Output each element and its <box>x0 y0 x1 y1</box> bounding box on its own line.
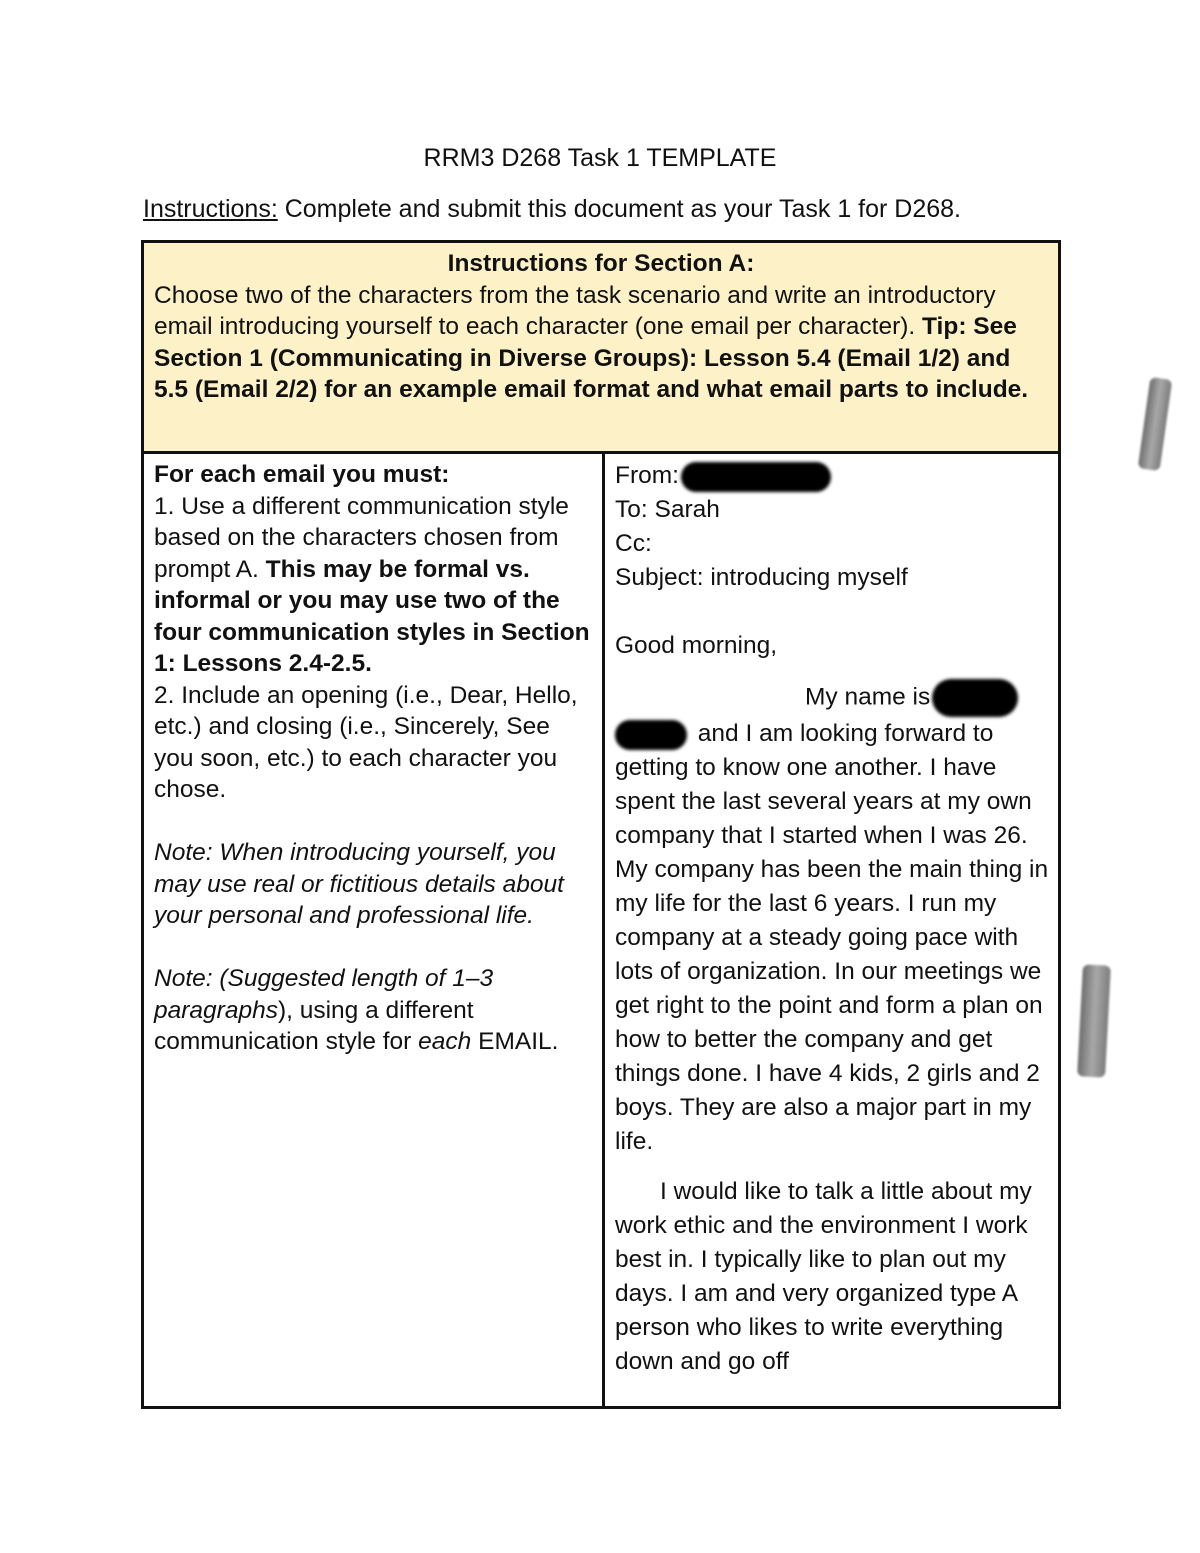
email-paragraph-1 <box>615 717 1055 1159</box>
note-length-prefix: Note: ( <box>154 965 228 992</box>
instructions-line <box>143 194 961 224</box>
instructions-text: Complete and submit this document as your Task 1 for D268. <box>277 195 961 223</box>
email-paragraph-2: I would like to talk a little about my work ethic and the environment I work best in. I typically like to plan out my days. I am and very organized type A person who likes to write everything down and go off <box>615 1178 1032 1375</box>
note-length-suggested: Suggested length of 1–3 paragraphs <box>154 965 494 1024</box>
scanner-smudge-mark <box>1077 964 1111 1077</box>
email-subject-line: Subject: introducing myself <box>615 564 908 591</box>
section-a-body <box>154 280 1048 406</box>
scanner-smudge-mark <box>1138 377 1173 471</box>
document-title: RRM3 D268 Task 1 TEMPLATE <box>423 144 777 172</box>
requirement-item-1-text: 1. Use a different communication style based on the characters chosen from prompt A. <box>154 492 569 583</box>
requirement-item-2: 2. Include an opening (i.e., Dear, Hello, etc.) and closing (i.e., Sincerely, See you soon, etc.) to each character you chose. <box>154 681 578 803</box>
email-greeting: Good morning, <box>615 632 778 659</box>
email-name-intro: My name is <box>805 683 931 711</box>
redacted-last-name <box>615 720 687 750</box>
note-length <box>154 963 594 1058</box>
requirement-item-1 <box>154 491 594 680</box>
requirements-column <box>154 459 594 1058</box>
email-table <box>141 451 1061 1409</box>
redacted-first-name <box>932 679 1018 717</box>
requirement-item-1-bold: This may be formal vs. informal or you may use two of the four communication styles in Section 1: Lessons 2.4-2.5. <box>154 555 590 677</box>
email-from-label: From: <box>615 462 679 489</box>
email-from-line <box>615 459 1055 493</box>
requirements-heading: For each email you must: <box>154 461 450 488</box>
redacted-sender-name <box>681 462 831 492</box>
email-cc-line: Cc: <box>615 530 652 557</box>
note-personal-details: Note: When introducing yourself, you may use real or fictitious details about your personal and professional life. <box>154 839 564 929</box>
email-name-line <box>615 679 1055 717</box>
email-column <box>615 459 1055 1379</box>
instructions-label: Instructions: <box>143 195 278 223</box>
note-length-middle: ), using a different communication style for <box>154 996 474 1055</box>
note-length-each: each <box>418 1028 472 1055</box>
section-a-instructions-box <box>141 240 1061 454</box>
email-paragraph-1-text: and I am looking forward to getting to know one another. I have spent the last several years at my own company that I started when I was 26. My company has been the main thing in my life for the last 6 years. I run my company at a steady going pace with lots of organization. In our meetings we get right to the point and form a plan on how to better the company and get things done. I have 4 kids, 2 girls and 2 boys. They are also a major part in my life. <box>615 720 1049 1155</box>
section-a-heading: Instructions for Section A: <box>447 250 755 277</box>
note-length-end: EMAIL. <box>471 1028 559 1055</box>
column-divider <box>602 454 605 1406</box>
email-to-line: To: Sarah <box>615 496 720 523</box>
section-a-body-text: Choose two of the characters from the task scenario and write an introductory email introducing yourself to each character (one email per character). <box>154 281 996 340</box>
section-a-tip: Tip: See Section 1 (Communicating in Diverse Groups): Lesson 5.4 (Email 1/2) and 5.5 (Email 2/2) for an example email format and what email parts to include. <box>154 313 1029 403</box>
